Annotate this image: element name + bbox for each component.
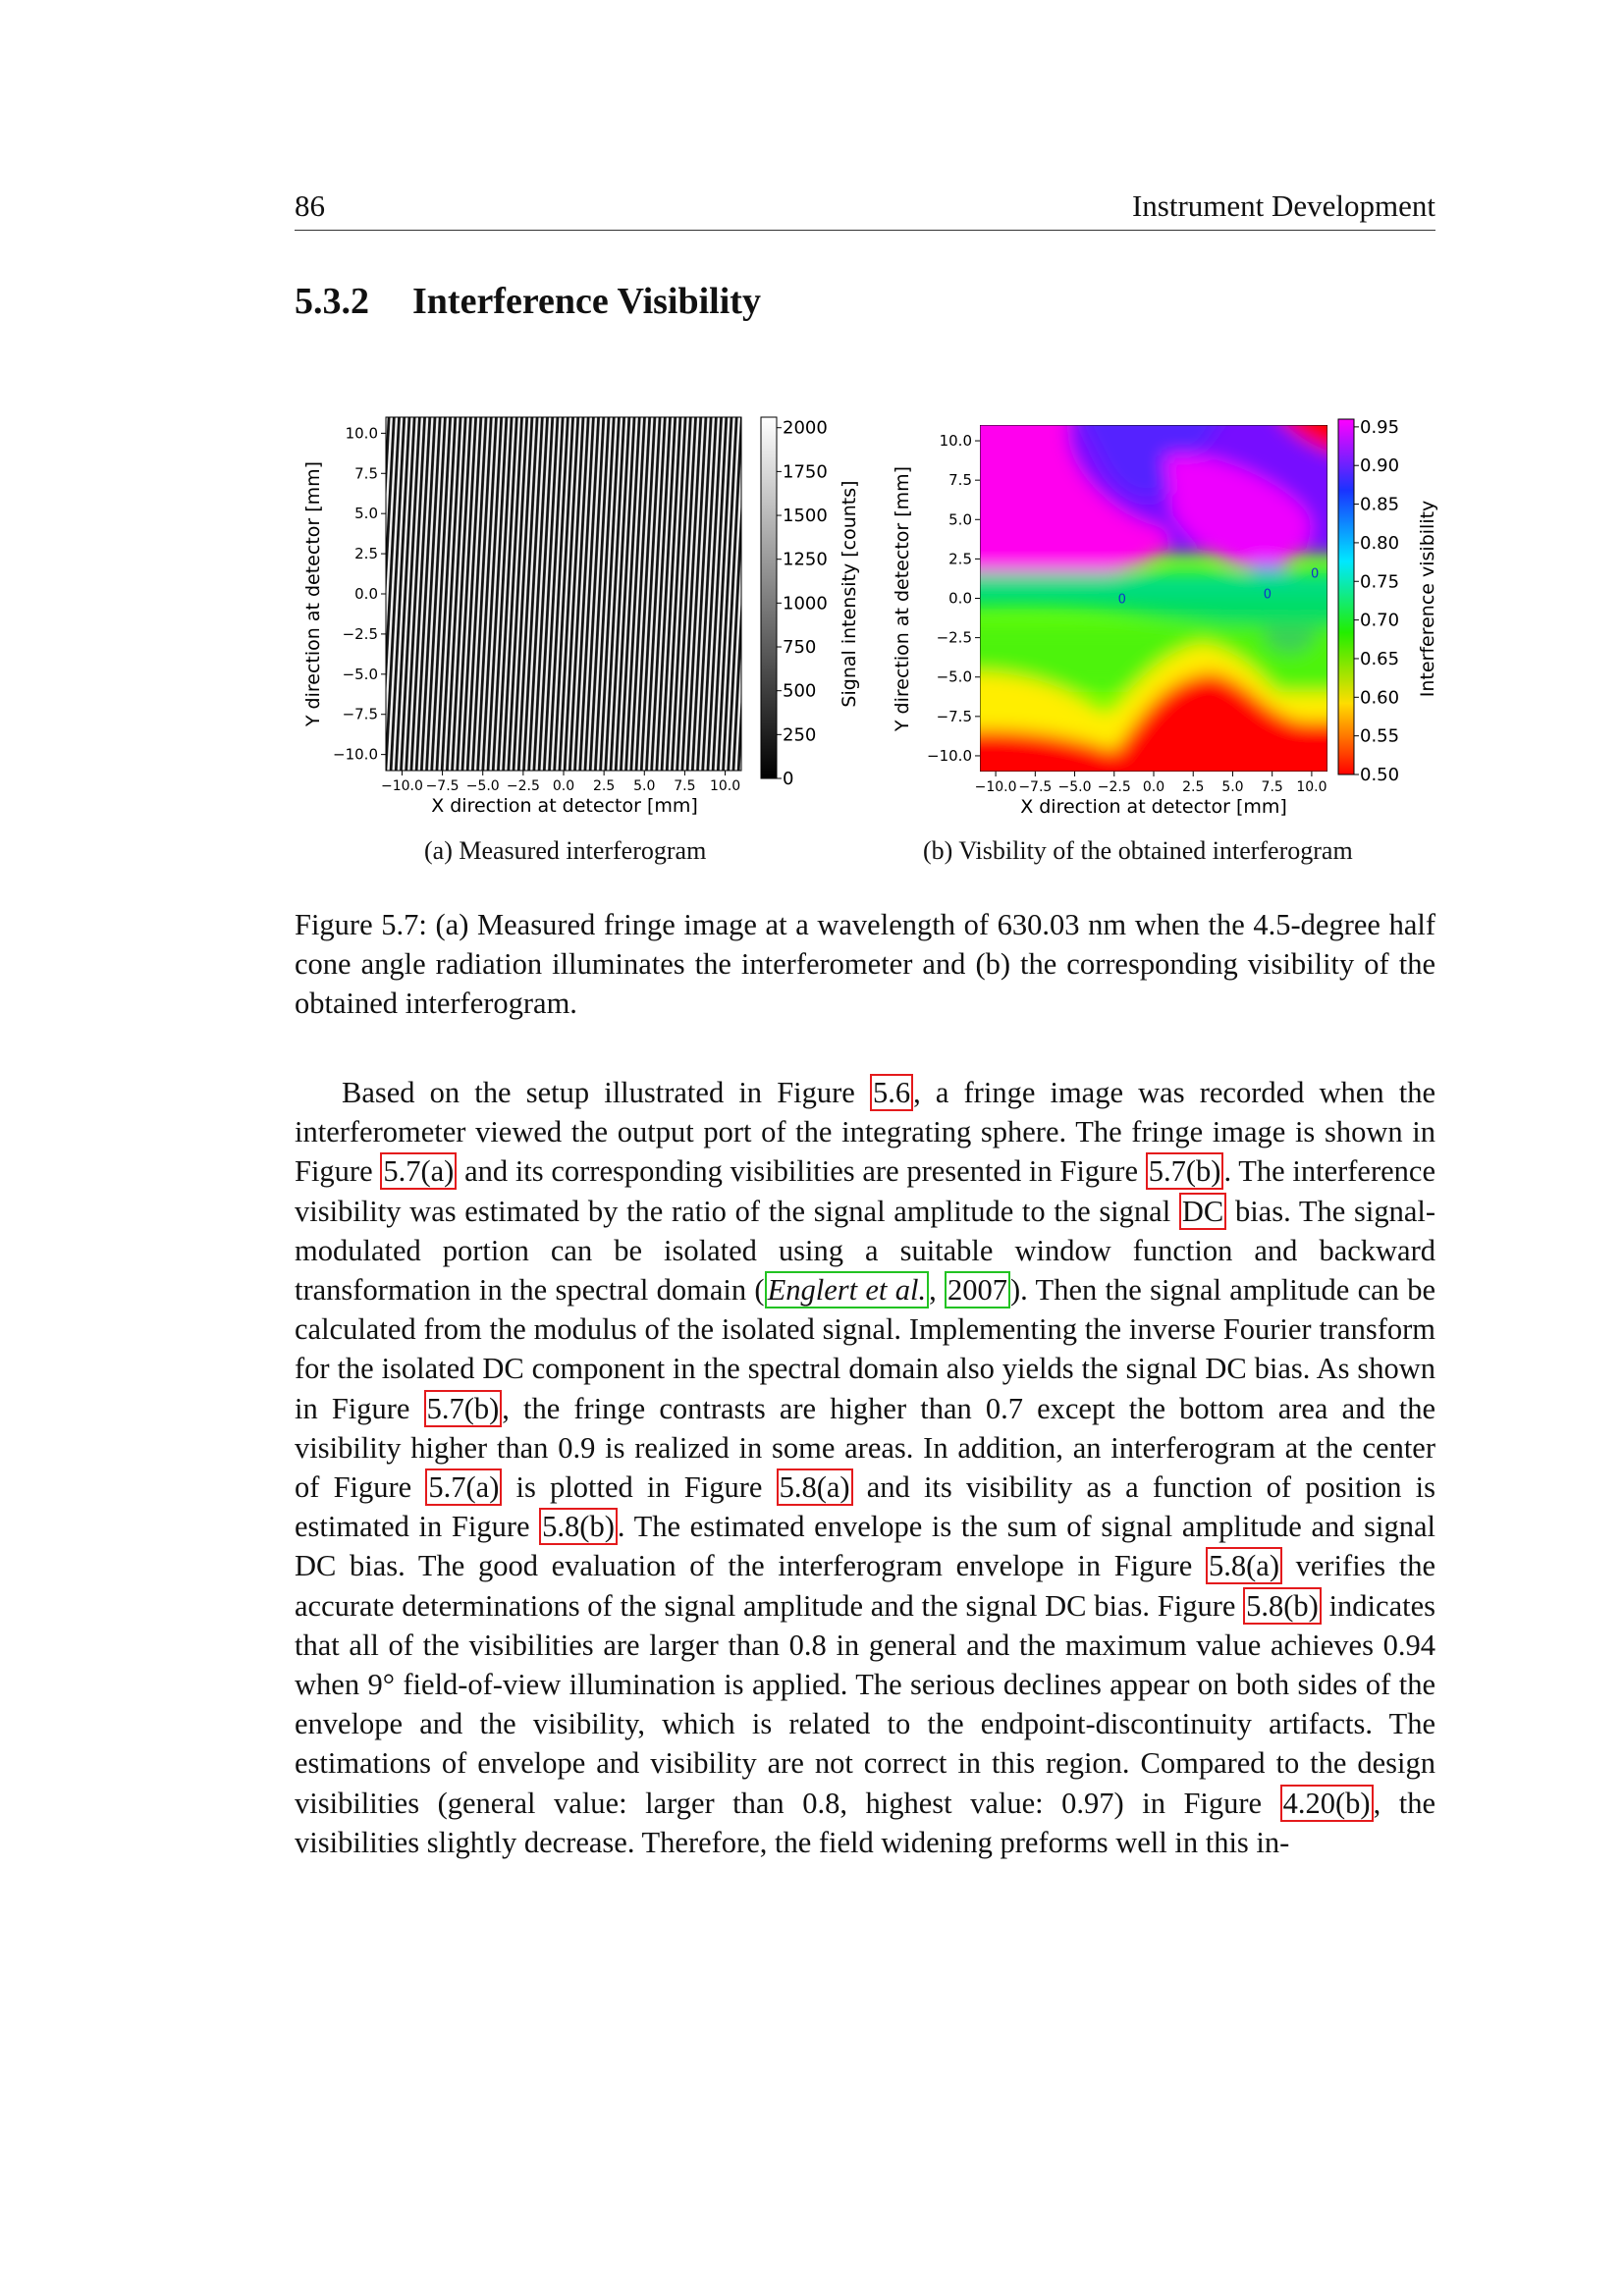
figure-ref-link[interactable]: 4.20(b) <box>1280 1785 1374 1822</box>
x-tick-label: 5.0 <box>1221 779 1244 795</box>
colorbar-tick-label: 1750 <box>783 461 828 483</box>
x-tick-label: −2.5 <box>506 778 540 794</box>
y-tick-label: 7.5 <box>948 471 972 490</box>
running-title: Instrument Development <box>1131 188 1435 223</box>
subcaption-b: (b) Visbility of the obtained interferogram <box>923 836 1353 865</box>
y-tick-label: −2.5 <box>342 624 378 643</box>
body-text: , the fringe contrasts are higher than 0.7 except the bottom area and the visibility higher than 0.9 is realized in some areas. In addition, an interferogram at the center of Figure <box>295 1391 1435 1505</box>
subcaption-a: (a) Measured interferogram <box>424 836 707 865</box>
colorbar-tick-label: 0.75 <box>1360 571 1400 593</box>
y-tick-label: 0.0 <box>354 585 378 603</box>
y-tick-label: −2.5 <box>936 628 972 647</box>
figure-b <box>879 398 1443 834</box>
y-axis-label-a: Y direction at detector [mm] <box>302 460 324 727</box>
citation-author-link[interactable]: Englert et al. <box>765 1271 929 1308</box>
x-tick-label: 10.0 <box>1296 779 1327 795</box>
section-heading <box>295 280 761 323</box>
y-ticks-a <box>333 424 386 763</box>
y-tick-label: 5.0 <box>354 505 378 523</box>
contour-label: 0 <box>1117 592 1126 608</box>
body-text: bias. The signal-modulated portion can be isolated using a suitable window function and backward transformation in the spectral domain ( <box>295 1194 1435 1308</box>
colorbar-ticks-a <box>777 418 828 789</box>
figure-ref-link[interactable]: 5.8(b) <box>1243 1587 1322 1625</box>
colorbar-tick-label: 0.50 <box>1360 765 1400 785</box>
body-text: is plotted in Figure <box>502 1470 777 1505</box>
y-tick-label: 10.0 <box>345 424 378 443</box>
x-tick-label: −7.5 <box>425 778 460 794</box>
colorbar-tick-label: 1500 <box>783 506 828 527</box>
y-tick-label: 7.5 <box>354 464 378 483</box>
y-tick-label: 0.0 <box>948 589 972 608</box>
y-tick-label: 5.0 <box>948 510 972 529</box>
contour-label: 0 <box>1310 566 1320 582</box>
body-text: , a fringe image was recorded when the interferometer viewed the output port of the integrating sphere. The fringe image is shown in Figure <box>295 1076 1435 1189</box>
colorbar-tick-label: 0.60 <box>1360 687 1400 709</box>
colorbar-tick-label: 0.90 <box>1360 455 1400 477</box>
page-number: 86 <box>295 188 325 223</box>
x-axis-label-a: X direction at detector [mm] <box>431 795 698 817</box>
colorbar-tick-label: 750 <box>783 637 817 659</box>
x-tick-label: 2.5 <box>593 778 616 794</box>
interferogram-image <box>386 417 741 771</box>
figure-b-svg <box>879 398 1443 829</box>
colorbar-tick-label: 250 <box>783 724 817 746</box>
x-axis-label-b: X direction at detector [mm] <box>1020 796 1287 818</box>
x-tick-label: −10.0 <box>381 778 423 794</box>
header-rule <box>295 230 1435 231</box>
section-title: Interference Visibility <box>412 281 761 322</box>
x-tick-label: −10.0 <box>974 779 1017 795</box>
x-tick-label: −5.0 <box>1057 779 1092 795</box>
colorbar-tick-label: 0.65 <box>1360 648 1400 669</box>
y-axis-label-b: Y direction at detector [mm] <box>892 465 913 732</box>
body-text: and its visibility as a function of position is estimated in Figure <box>295 1470 1435 1544</box>
colorbar-tick-label: 500 <box>783 680 817 702</box>
figure-ref-link[interactable]: 5.8(a) <box>777 1468 853 1506</box>
body-text: . The estimated envelope is the sum of signal amplitude and signal DC bias. The good evaluation of the interferogram envelope in Figure <box>295 1510 1435 1583</box>
citation-separator: , <box>929 1273 946 1308</box>
section-number: 5.3.2 <box>295 281 369 322</box>
x-tick-label: 5.0 <box>633 778 656 794</box>
x-tick-label: −2.5 <box>1097 779 1131 795</box>
colorbar-label-a: Signal intensity [counts] <box>839 480 860 708</box>
figure-ref-link[interactable]: 5.7(a) <box>380 1152 457 1190</box>
body-text: , the visibilities slightly decrease. Therefore, the field widening preforms well in this in- <box>295 1786 1435 1859</box>
x-ticks-a <box>381 771 740 794</box>
colorbar-tick-label: 1250 <box>783 549 828 570</box>
body-text: ). Then the signal amplitude can be calculated from the modulus of the isolated signal. Implementing the inverse Fourier transform for the isolated DC component in the spectral domain also yields the signal DC bias. As shown in Figure <box>295 1273 1435 1425</box>
body-paragraph <box>295 1073 1435 1862</box>
x-ticks-b <box>975 772 1327 795</box>
x-tick-label: −5.0 <box>465 778 500 794</box>
colorbar-ticks-b <box>1354 417 1399 785</box>
colorbar-tick-label: 0.80 <box>1360 532 1400 554</box>
colorbar-tick-label: 1000 <box>783 593 828 614</box>
y-ticks-b <box>927 432 980 765</box>
y-tick-label: 2.5 <box>354 545 378 563</box>
figure-ref-link[interactable]: 5.7(b) <box>424 1390 503 1427</box>
figure-a-svg <box>290 398 869 829</box>
figure-ref-link[interactable]: 5.8(b) <box>539 1508 618 1545</box>
y-tick-label: −7.5 <box>936 707 972 725</box>
x-tick-label: 0.0 <box>1142 779 1165 795</box>
y-tick-label: 2.5 <box>948 550 972 568</box>
figure-caption: Figure 5.7: (a) Measured fringe image at a wavelength of 630.03 nm when the 4.5-degree half cone angle radiation illuminates the interferometer and (b) the corresponding visibility of the obtained interferogram. <box>295 908 1435 1020</box>
colorbar-tick-label: 0 <box>783 769 794 789</box>
x-tick-label: −7.5 <box>1018 779 1053 795</box>
body-text: indicates that all of the visibilities are larger than 0.8 in general and the maximum value achieves 0.94 when 9° field-of-view illumination is applied. The serious declines appear on both sides of the envelope and the visibility, which is related to the endpoint-discontinuity artifacts. The estimations of envelope and visibility are not correct in this region. Compared to the design visibilities (general value: larger than 0.8, highest value: 0.97) in Figure <box>295 1588 1435 1820</box>
contour-label: 0 <box>1263 587 1272 603</box>
colorbar-tick-label: 0.55 <box>1360 725 1400 747</box>
x-tick-label: 2.5 <box>1182 779 1205 795</box>
y-tick-label: −10.0 <box>333 745 378 764</box>
x-tick-label: 0.0 <box>552 778 575 794</box>
visibility-map <box>957 407 1350 790</box>
y-tick-label: 10.0 <box>939 432 972 451</box>
x-tick-label: 7.5 <box>1261 779 1283 795</box>
colorbar-tick-label: 0.95 <box>1360 416 1400 438</box>
body-text: and its corresponding visibilities are presented in Figure <box>457 1154 1146 1189</box>
body-text: . The interference visibility was estimated by the ratio of the signal amplitude to the signal <box>295 1154 1435 1228</box>
figure-ref-link[interactable]: 5.7(a) <box>425 1468 502 1506</box>
figure-ref-link[interactable]: 5.6 <box>870 1074 913 1111</box>
acronym-link[interactable]: DC <box>1179 1193 1226 1230</box>
figure-ref-link[interactable]: 5.8(a) <box>1206 1547 1282 1584</box>
colorbar-tick-label: 2000 <box>783 417 828 439</box>
body-text: verifies the accurate determinations of the signal amplitude and the signal DC bias. Figure <box>295 1549 1436 1623</box>
citation-year-link[interactable]: 2007 <box>945 1271 1010 1308</box>
figure-ref-link[interactable]: 5.7(b) <box>1146 1152 1224 1190</box>
y-tick-label: −5.0 <box>342 665 378 683</box>
y-tick-label: −7.5 <box>342 705 378 723</box>
x-tick-label: 7.5 <box>674 778 696 794</box>
body-text: Based on the setup illustrated in Figure <box>342 1076 870 1109</box>
colorbar-a <box>761 417 777 778</box>
x-tick-label: 10.0 <box>709 778 741 794</box>
colorbar-b <box>1338 419 1354 774</box>
y-tick-label: −10.0 <box>927 746 972 765</box>
colorbar-tick-label: 0.85 <box>1360 494 1400 515</box>
colorbar-label-b: Interference visibility <box>1417 500 1438 698</box>
y-tick-label: −5.0 <box>936 667 972 686</box>
figure-a <box>290 398 869 834</box>
colorbar-tick-label: 0.70 <box>1360 610 1400 631</box>
